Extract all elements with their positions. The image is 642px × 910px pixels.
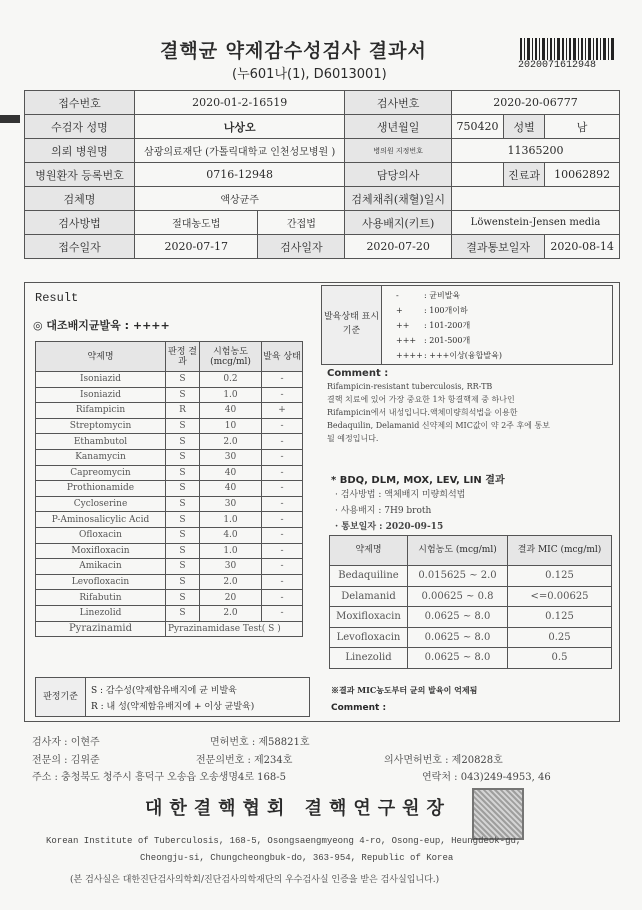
growth-meaning: : 100개이하 bbox=[424, 306, 468, 315]
mic-result-header: 결과 MIC (mcg/ml) bbox=[508, 536, 612, 566]
drug-name: Isoniazid bbox=[36, 372, 166, 388]
result-section bbox=[24, 282, 620, 722]
inspector-license: 면허번호 : 제58821호 bbox=[210, 737, 310, 748]
inspector: 검사자 : 이현주 bbox=[32, 737, 100, 748]
tested-label: 검사일자 bbox=[258, 235, 345, 259]
collect-label: 검체채취(채혈)일시 bbox=[345, 187, 452, 211]
barcode-number: 2020071612948 bbox=[518, 60, 597, 71]
growth-legend-row bbox=[396, 320, 470, 331]
hospital-label: 의뢰 병원명 bbox=[25, 139, 135, 163]
drug-row bbox=[36, 527, 303, 543]
drug-name: Ethambutol bbox=[36, 434, 166, 450]
drug-name: Rifabutin bbox=[36, 590, 166, 606]
mic-report-date: · 통보일자 : 2020-09-15 bbox=[335, 522, 444, 532]
certification-footer: (본 검사실은 대한진단검사의학회/진단검사의학재단의 우수검사실 인증을 받은 검사실입니다.) bbox=[70, 875, 440, 885]
drug-growth: - bbox=[262, 590, 303, 606]
sex-label: 성별 bbox=[504, 115, 545, 139]
comment-line: 결핵 치료에 있어 가장 중요한 1차 항결핵제 중 하나인 bbox=[327, 395, 515, 404]
drug-row bbox=[36, 543, 303, 559]
drug-row bbox=[36, 403, 303, 419]
drug-growth: - bbox=[262, 434, 303, 450]
drug-name: Prothionamide bbox=[36, 481, 166, 497]
dept: 10062892 bbox=[545, 163, 620, 187]
mic-drug: Delamanid bbox=[330, 586, 408, 607]
method-1: 절대농도법 bbox=[135, 211, 258, 235]
drug-name: Amikacin bbox=[36, 559, 166, 575]
drug-judgement: S bbox=[166, 527, 200, 543]
mic-drug: Bedaquiline bbox=[330, 566, 408, 587]
drug-row bbox=[36, 449, 303, 465]
drug-row bbox=[36, 605, 303, 621]
drug-table bbox=[35, 341, 303, 637]
birth-date: 750420 bbox=[452, 115, 504, 139]
report-title: 결핵균 약제감수성검사 결과서 bbox=[160, 40, 427, 62]
patient-info-table bbox=[24, 90, 620, 259]
tested-date: 2020-07-20 bbox=[345, 235, 452, 259]
comment-block bbox=[327, 367, 613, 445]
mic-drug: Levofloxacin bbox=[330, 627, 408, 648]
expert: 전문의 : 김위준 bbox=[32, 755, 100, 766]
drug-growth: - bbox=[262, 481, 303, 497]
drug-name: Rifampicin bbox=[36, 403, 166, 419]
received-date: 2020-07-17 bbox=[135, 235, 258, 259]
growth-legend-row bbox=[396, 305, 468, 316]
birth-label: 생년월일 bbox=[345, 115, 452, 139]
collect-date bbox=[452, 187, 620, 211]
drug-row bbox=[36, 418, 303, 434]
reception-no: 2020-01-2-16519 bbox=[135, 91, 345, 115]
drug-name: Isoniazid bbox=[36, 387, 166, 403]
drug-growth: - bbox=[262, 527, 303, 543]
drug-judgement: S bbox=[166, 481, 200, 497]
drug-name: Ofloxacin bbox=[36, 527, 166, 543]
report-subtitle: (누601나(1), D6013001) bbox=[232, 67, 387, 82]
drug-row bbox=[36, 481, 303, 497]
growth-symbol: +++ bbox=[396, 336, 417, 345]
mic-drug: Moxifloxacin bbox=[330, 607, 408, 628]
drug-judgement: S bbox=[166, 574, 200, 590]
growth-symbol: ++ bbox=[396, 321, 410, 330]
method-label: 검사방법 bbox=[25, 211, 135, 235]
comment-line: Rifampicin에서 내성입니다.액체미량희석법을 이용한 bbox=[327, 408, 518, 417]
growth-col-header: 발육 상태 bbox=[262, 342, 303, 372]
mic-range: 0.015625 ~ 2.0 bbox=[408, 566, 508, 587]
mic-range: 0.0625 ~ 8.0 bbox=[408, 607, 508, 628]
mic-range: 0.0625 ~ 8.0 bbox=[408, 648, 508, 669]
medium: Löwenstein-Jensen media bbox=[452, 211, 620, 235]
growth-meaning: : 균비발육 bbox=[424, 291, 461, 300]
drug-row bbox=[36, 434, 303, 450]
mic-method: · 검사방법 : 액체배지 미량희석법 bbox=[335, 490, 466, 500]
mic-range: 0.00625 ~ 0.8 bbox=[408, 586, 508, 607]
drug-row bbox=[36, 465, 303, 481]
drug-row bbox=[36, 512, 303, 528]
drug-name: Cycloserine bbox=[36, 496, 166, 512]
mic-comment-label: Comment : bbox=[331, 703, 387, 713]
drug-name: Levofloxacin bbox=[36, 574, 166, 590]
drug-row bbox=[36, 590, 303, 606]
drug-growth: - bbox=[262, 465, 303, 481]
hospital-code: 11365200 bbox=[452, 139, 620, 163]
drug-growth: - bbox=[262, 512, 303, 528]
criteria-box bbox=[35, 677, 310, 717]
sex: 남 bbox=[545, 115, 620, 139]
test-no: 2020-20-06777 bbox=[452, 91, 620, 115]
drug-judgement: S bbox=[166, 465, 200, 481]
drug-judgement: S bbox=[166, 496, 200, 512]
expert-number: 전문의번호 : 제234호 bbox=[196, 755, 293, 766]
official-seal bbox=[472, 788, 524, 840]
drug-judgement: S bbox=[166, 605, 200, 621]
mic-title: * BDQ, DLM, MOX, LEV, LIN 결과 bbox=[331, 475, 505, 486]
comment-line: Bedaquilin, Delamanid 신약제의 MIC값이 약 2주 후에 통보 bbox=[327, 421, 550, 430]
drug-conc: 4.0 bbox=[200, 527, 262, 543]
drug-conc: 0.2 bbox=[200, 372, 262, 388]
conc-col-header: 시험농도 (mcg/ml) bbox=[200, 342, 262, 372]
growth-symbol: + bbox=[396, 306, 403, 315]
drug-row bbox=[36, 559, 303, 575]
drug-conc: 20 bbox=[200, 590, 262, 606]
mic-table-body bbox=[330, 566, 612, 669]
mic-value: 0.5 bbox=[508, 648, 612, 669]
reception-no-label: 접수번호 bbox=[25, 91, 135, 115]
drug-growth: - bbox=[262, 543, 303, 559]
comment-label: Comment : bbox=[327, 368, 389, 379]
drug-judgement: S bbox=[166, 372, 200, 388]
doctor bbox=[452, 163, 504, 187]
drug-col-header: 약제명 bbox=[36, 342, 166, 372]
drug-conc: 30 bbox=[200, 496, 262, 512]
specimen-label: 검체명 bbox=[25, 187, 135, 211]
mic-row bbox=[330, 586, 612, 607]
drug-growth: + bbox=[262, 403, 303, 419]
drug-name: Capreomycin bbox=[36, 465, 166, 481]
patient-name-label: 수검자 성명 bbox=[25, 115, 135, 139]
drug-judgement: S bbox=[166, 512, 200, 528]
received-label: 접수일자 bbox=[25, 235, 135, 259]
reg-no: 0716-12948 bbox=[135, 163, 345, 187]
drug-judgement: S bbox=[166, 387, 200, 403]
drug-conc: 40 bbox=[200, 403, 262, 419]
judgement-col-header: 판정 결과 bbox=[166, 342, 200, 372]
edge-mark bbox=[0, 115, 20, 123]
mic-drug-header: 약제명 bbox=[330, 536, 408, 566]
comment-line: 될 예정입니다. bbox=[327, 434, 379, 443]
method-2: 간접법 bbox=[258, 211, 345, 235]
drug-growth: - bbox=[262, 574, 303, 590]
drug-judgement: S bbox=[166, 543, 200, 559]
drug-name: P-Aminosalicylic Acid bbox=[36, 512, 166, 528]
drug-conc: 10 bbox=[200, 418, 262, 434]
medium-label: 사용배지(키트) bbox=[345, 211, 452, 235]
growth-legend-row bbox=[396, 290, 460, 301]
mic-row bbox=[330, 648, 612, 669]
growth-legend-label: 발육상태 표시기준 bbox=[322, 286, 382, 364]
mic-range: 0.0625 ~ 8.0 bbox=[408, 627, 508, 648]
drug-judgement: S bbox=[166, 418, 200, 434]
growth-meaning: : 201-500개 bbox=[424, 336, 471, 345]
drug-judgement: R bbox=[166, 403, 200, 419]
pza-name: Pyrazinamid bbox=[36, 621, 166, 637]
drug-conc: 2.0 bbox=[200, 574, 262, 590]
doctor-license: 의사면허번호 : 제20828호 bbox=[384, 755, 503, 766]
dept-label: 진료과 bbox=[504, 163, 545, 187]
patient-name: 나상오 bbox=[135, 115, 345, 139]
mic-row bbox=[330, 566, 612, 587]
drug-growth: - bbox=[262, 372, 303, 388]
mic-conc-header: 시험농도 (mcg/ml) bbox=[408, 536, 508, 566]
reg-no-label: 병원환자 등록번호 bbox=[25, 163, 135, 187]
address: 주소 : 충청북도 청주시 흥덕구 오송읍 오송생명4로 168-5 bbox=[32, 772, 287, 783]
growth-meaning: : +++이상(융합발육) bbox=[424, 351, 502, 360]
mic-table bbox=[329, 535, 612, 669]
hospital-name: 삼광의료재단 (가톨릭대학교 인천성모병원 ) bbox=[135, 139, 345, 163]
drug-row bbox=[36, 496, 303, 512]
drug-conc: 2.0 bbox=[200, 434, 262, 450]
growth-meaning: : 101-200개 bbox=[424, 321, 471, 330]
drug-name: Kanamycin bbox=[36, 449, 166, 465]
org-address-en-1: Korean Institute of Tuberculosis, 168-5, Osongsaengmyeong 4-ro, Osong-eup, Heungdeok-gu, bbox=[46, 836, 522, 846]
drug-conc: 1.0 bbox=[200, 387, 262, 403]
drug-growth: - bbox=[262, 559, 303, 575]
mic-row bbox=[330, 607, 612, 628]
drug-judgement: S bbox=[166, 434, 200, 450]
drug-growth: - bbox=[262, 449, 303, 465]
drug-conc: 2.0 bbox=[200, 605, 262, 621]
drug-row bbox=[36, 372, 303, 388]
drug-name: Moxifloxacin bbox=[36, 543, 166, 559]
pza-result: Pyrazinamidase Test( S ) bbox=[166, 621, 303, 637]
growth-symbol: - bbox=[396, 291, 399, 300]
mic-medium: · 사용배지 : 7H9 broth bbox=[335, 506, 432, 516]
drug-row bbox=[36, 574, 303, 590]
drug-growth: - bbox=[262, 496, 303, 512]
growth-legend bbox=[321, 285, 613, 365]
criteria-s: S : 감수성(약제함유배지에 균 비발육 bbox=[91, 686, 237, 696]
drug-name: Linezolid bbox=[36, 605, 166, 621]
mic-row bbox=[330, 627, 612, 648]
drug-conc: 40 bbox=[200, 465, 262, 481]
growth-legend-row bbox=[396, 350, 502, 361]
drug-conc: 1.0 bbox=[200, 543, 262, 559]
mic-note: ※결과 MIC농도부터 균의 발육이 억제됨 bbox=[331, 685, 478, 695]
org-address-en-2: Cheongju-si, Chungcheongbuk-do, 363-954, Republic of Korea bbox=[140, 853, 454, 863]
specimen: 액상균주 bbox=[135, 187, 345, 211]
drug-conc: 40 bbox=[200, 481, 262, 497]
comment-line: Rifampicin-resistant tuberculosis, RR-TB bbox=[327, 382, 493, 391]
reported-date: 2020-08-14 bbox=[545, 235, 620, 259]
drug-table-body bbox=[36, 372, 303, 622]
org-name-korean: 대한결핵협회 결핵연구원장 bbox=[145, 798, 451, 819]
control-growth: ◎ 대조배지균발육 : ++++ bbox=[33, 319, 170, 332]
drug-name: Streptomycin bbox=[36, 418, 166, 434]
growth-symbol: ++++ bbox=[396, 351, 423, 360]
mic-value: 0.125 bbox=[508, 607, 612, 628]
barcode-image bbox=[520, 38, 614, 60]
drug-growth: - bbox=[262, 418, 303, 434]
phone: 연락처 : 043)249-4953, 46 bbox=[422, 772, 551, 783]
drug-conc: 30 bbox=[200, 559, 262, 575]
drug-conc: 30 bbox=[200, 449, 262, 465]
drug-conc: 1.0 bbox=[200, 512, 262, 528]
hospital-code-label: 병의원 지정번호 bbox=[345, 139, 452, 163]
criteria-label: 판정기준 bbox=[36, 678, 86, 716]
mic-value: 0.125 bbox=[508, 566, 612, 587]
reported-label: 결과통보일자 bbox=[452, 235, 545, 259]
drug-judgement: S bbox=[166, 559, 200, 575]
test-no-label: 검사번호 bbox=[345, 91, 452, 115]
mic-drug: Linezolid bbox=[330, 648, 408, 669]
doctor-label: 담당의사 bbox=[345, 163, 452, 187]
mic-value: 0.25 bbox=[508, 627, 612, 648]
growth-legend-row bbox=[396, 335, 470, 346]
drug-growth: - bbox=[262, 605, 303, 621]
drug-judgement: S bbox=[166, 590, 200, 606]
criteria-r: R : 내 성(약제함유배지에 + 이상 균발육) bbox=[91, 702, 255, 712]
drug-judgement: S bbox=[166, 449, 200, 465]
drug-growth: - bbox=[262, 387, 303, 403]
result-label: Result bbox=[35, 291, 79, 305]
mic-value: <=0.00625 bbox=[508, 586, 612, 607]
drug-row bbox=[36, 387, 303, 403]
